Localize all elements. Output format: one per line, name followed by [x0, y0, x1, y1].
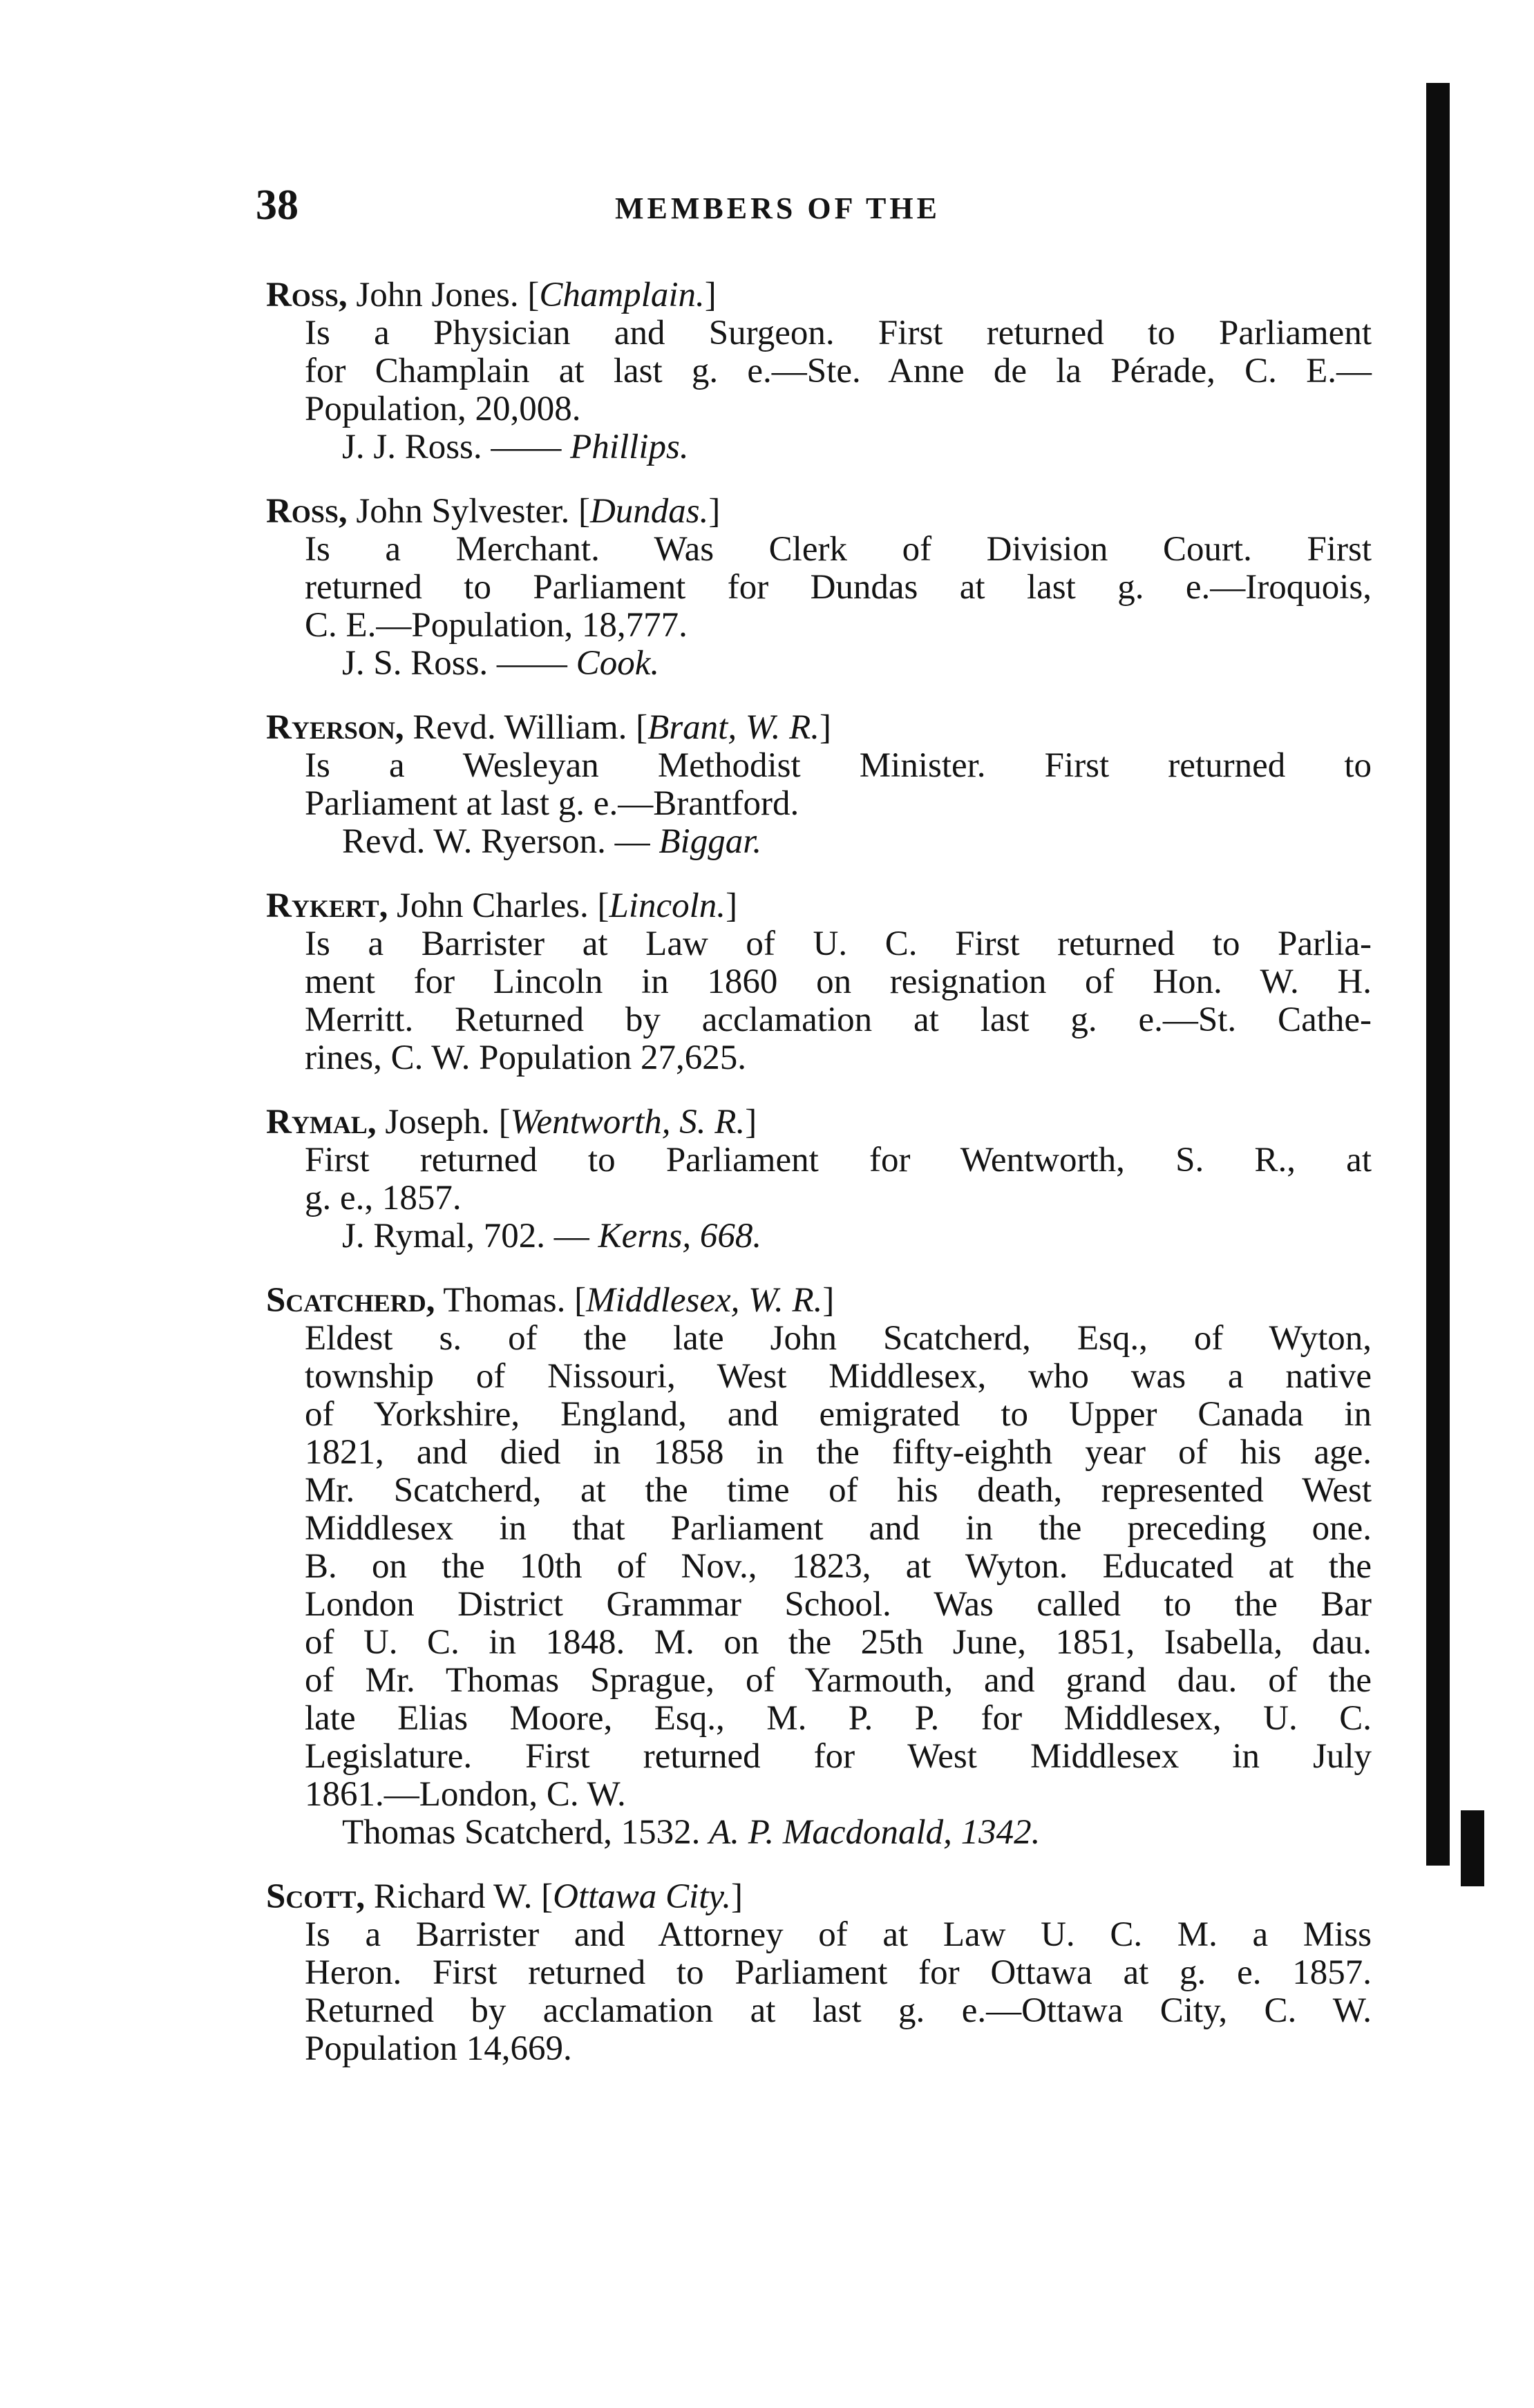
winner: Thomas Scatcherd, 1532.	[342, 1813, 701, 1852]
entry-text-line: of Mr. Thomas Sprague, of Yarmouth, and grand dau. of the	[305, 1661, 1372, 1700]
entry-heading	[266, 1103, 1372, 1141]
entry-heading	[266, 1878, 1372, 1916]
bracket-close: ]	[704, 276, 717, 314]
entry-text-line: 1821, and died in 1858 in the fifty-eighth year of his age.	[305, 1433, 1372, 1472]
member-entry	[266, 276, 1372, 466]
result-dash: ——	[482, 428, 571, 466]
member-given-names: Joseph. [	[376, 1103, 511, 1141]
constituency: Brant, W. R.	[647, 708, 820, 747]
member-given-names: Thomas. [	[435, 1281, 587, 1320]
entry-heading	[266, 709, 1372, 747]
entry-heading	[266, 276, 1372, 314]
entry-text-line: B. on the 10th of Nov., 1823, at Wyton. Educated at the	[305, 1547, 1372, 1586]
constituency: Wentworth, S. R.	[510, 1103, 746, 1141]
member-entry	[266, 1103, 1372, 1255]
bracket-close: ]	[820, 708, 832, 747]
entry-text-line: Merritt. Returned by acclamation at last g. e.—St. Cathe-	[305, 1001, 1372, 1039]
election-result	[266, 823, 1372, 861]
entry-heading	[266, 493, 1372, 531]
bracket-close: ]	[730, 1877, 743, 1916]
member-entry	[266, 493, 1372, 683]
entry-text-line: township of Nissouri, West Middlesex, who was a native	[305, 1357, 1372, 1396]
entry-text-line: Eldest s. of the late John Scatcherd, Esq., of Wyton,	[305, 1319, 1372, 1358]
entry-text-line: returned to Parliament for Dundas at last g. e.—Iroquois,	[305, 568, 1372, 607]
opponent: Biggar.	[659, 822, 762, 861]
constituency: Dundas.	[589, 492, 709, 531]
election-result	[266, 1814, 1372, 1852]
entry-text-line: Population, 20,008.	[305, 390, 581, 428]
winner: J. Rymal, 702.	[342, 1217, 546, 1255]
bracket-close: ]	[822, 1281, 835, 1320]
constituency: Middlesex, W. R.	[586, 1281, 823, 1320]
member-entry	[266, 709, 1372, 861]
member-given-names: Richard W. [	[365, 1877, 553, 1916]
member-name: Scatcherd,	[266, 1281, 435, 1320]
result-dash: ——	[488, 644, 576, 683]
election-result	[266, 645, 1372, 683]
opponent: A. P. Macdonald, 1342.	[709, 1813, 1041, 1852]
election-result	[266, 428, 1372, 466]
running-head: MEMBERS OF THE	[615, 191, 940, 225]
member-entry	[266, 1878, 1372, 2068]
member-entry	[266, 1282, 1372, 1852]
entry-text-line: London District Grammar School. Was called to the Bar	[305, 1585, 1372, 1624]
member-name: Scott,	[266, 1877, 366, 1916]
entry-text-line: Mr. Scatcherd, at the time of his death, represented West	[305, 1471, 1372, 1510]
member-name: Ross,	[266, 492, 348, 531]
opponent: Kerns, 668.	[598, 1217, 762, 1255]
winner: J. J. Ross.	[342, 428, 482, 466]
entry-text-line: Is a Wesleyan Methodist Minister. First returned to	[305, 746, 1372, 785]
member-name: Rymal,	[266, 1103, 377, 1141]
entry-text-line: Is a Barrister at Law of U. C. First returned to Parlia-	[305, 925, 1372, 963]
entry-text-line: Is a Physician and Surgeon. First returned to Parliament	[305, 314, 1372, 352]
entry-text-line: Heron. First returned to Parliament for Ottawa at g. e. 1857.	[305, 1953, 1372, 1992]
entry-text-line: Is a Merchant. Was Clerk of Division Court. First	[305, 530, 1372, 569]
result-dash: —	[545, 1217, 598, 1255]
member-name: Rykert,	[266, 887, 388, 925]
entry-text-line: 1861.—London, C. W.	[305, 1775, 626, 1814]
entry-text-line: of Yorkshire, England, and emigrated to Upper Canada in	[305, 1395, 1372, 1434]
page-header	[256, 181, 1375, 236]
bracket-close: ]	[745, 1103, 757, 1141]
member-given-names: Revd. William. [	[404, 708, 648, 747]
entry-text-line: Returned by acclamation at last g. e.—Ottawa City, C. W.	[305, 1991, 1372, 2030]
entry-text-line: Legislature. First returned for West Middlesex in July	[305, 1737, 1372, 1776]
entry-text-line: Population 14,669.	[305, 2029, 572, 2068]
member-given-names: John Charles. [	[388, 887, 609, 925]
margin-rule-tab	[1461, 1810, 1484, 1886]
bracket-close: ]	[726, 887, 738, 925]
entry-heading	[266, 1282, 1372, 1320]
entry-text-line: Parliament at last g. e.—Brantford.	[305, 784, 799, 823]
entry-text-line: late Elias Moore, Esq., M. P. P. for Middlesex, U. C.	[305, 1699, 1372, 1738]
entry-text-line: g. e., 1857.	[305, 1179, 462, 1217]
opponent: Cook.	[576, 644, 660, 683]
entry-text-line: rines, C. W. Population 27,625.	[305, 1039, 746, 1077]
election-result	[266, 1217, 1372, 1255]
entry-text-line: ment for Lincoln in 1860 on resignation of Hon. W. H.	[305, 963, 1372, 1001]
entry-text-line: of U. C. in 1848. M. on the 25th June, 1851, Isabella, dau.	[305, 1623, 1372, 1662]
bracket-close: ]	[708, 492, 721, 531]
margin-rule	[1426, 83, 1450, 1866]
member-name: Ryerson,	[266, 708, 404, 747]
member-entries	[266, 276, 1372, 2094]
entry-heading	[266, 887, 1372, 925]
member-given-names: John Sylvester. [	[347, 492, 590, 531]
constituency: Champlain.	[539, 276, 705, 314]
winner: J. S. Ross.	[342, 644, 489, 683]
constituency: Ottawa City.	[553, 1877, 731, 1916]
member-name: Ross,	[266, 276, 348, 314]
entry-text-line: C. E.—Population, 18,777.	[305, 606, 688, 645]
result-dash: —	[605, 822, 659, 861]
entry-text-line: Middlesex in that Parliament and in the preceding one.	[305, 1509, 1372, 1548]
winner: Revd. W. Ryerson.	[342, 822, 606, 861]
member-given-names: John Jones. [	[347, 276, 540, 314]
entry-text-line: Is a Barrister and Attorney of at Law U. C. M. a Miss	[305, 1915, 1372, 1954]
member-entry	[266, 887, 1372, 1077]
constituency: Lincoln.	[609, 887, 726, 925]
entry-text-line: for Champlain at last g. e.—Ste. Anne de la Pérade, C. E.—	[305, 352, 1372, 390]
page-number: 38	[256, 182, 299, 229]
result-dash	[700, 1813, 709, 1852]
opponent: Phillips.	[570, 428, 689, 466]
entry-text-line: First returned to Parliament for Wentworth, S. R., at	[305, 1141, 1372, 1179]
